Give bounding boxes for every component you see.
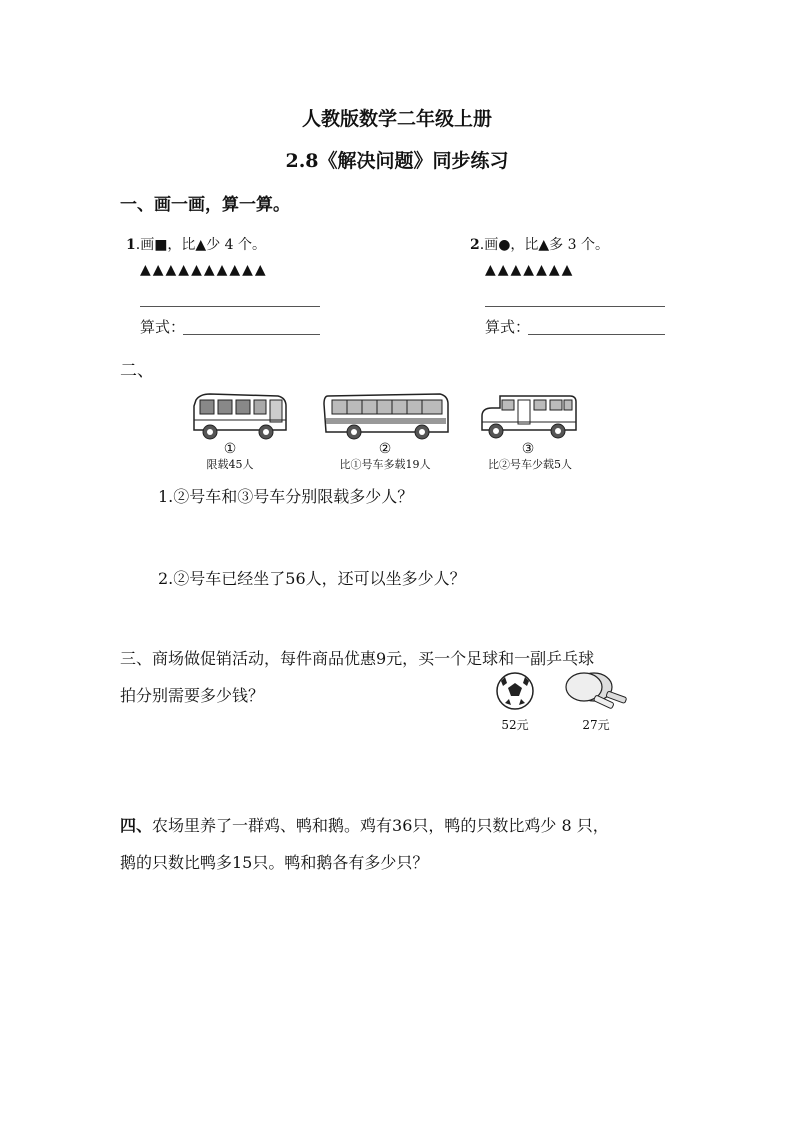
q1-number: 1 [126,237,136,253]
football-icon [495,671,535,711]
section1-heading: 一、画一画，算一算。 [120,195,290,215]
section4-text [120,807,700,881]
paddle-price: 27元 [582,718,610,732]
q1-text: .画■，比▲少 4 个。 [135,237,267,253]
section1-q1 [126,234,266,254]
section2-q2: 2.②号车已经坐了56人，还可以坐多少人？ [158,569,466,588]
section2-heading: 二、 [120,361,154,381]
q1-formula-line[interactable] [183,334,320,335]
q2-formula-label: 算式： [485,318,531,336]
q2-drawing-line[interactable] [485,306,665,307]
q2-text: .画●，比▲多 3 个。 [479,237,609,253]
page-subtitle: 2.8《解决问题》同步练习 [285,150,509,172]
section2-q1: 1.②号车和③号车分别限载多少人？ [158,487,414,506]
bus2-number: ② [378,441,392,457]
section4-line1 [120,807,700,844]
section4-line1-text: 四、农场里养了一群鸡、鸭和鹅。鸡有36只，鸭的只数比鸡少 8 只， [120,816,609,835]
q1-drawing-line[interactable] [140,306,320,307]
bus2-icon [322,392,450,442]
page-title: 人教版数学二年级上册 [301,108,492,130]
section4-line2: 鹅的只数比鸭多15只。鸭和鹅各有多少只？ [120,853,429,872]
bus1-caption: 限载45人 [206,458,254,471]
section3-line2: 拍分别需要多少钱？ [120,686,265,705]
bus3-icon [478,392,578,442]
bus3-number: ③ [521,441,535,457]
bus2-caption: 比①号车多载19人 [339,458,431,471]
q1-formula-label: 算式： [140,318,186,336]
bus1-icon [190,392,290,442]
q2-number: 2 [470,237,480,253]
q1-triangles: ▲▲▲▲▲▲▲▲▲▲ [140,262,268,278]
q2-formula-line[interactable] [528,334,665,335]
section1-q2 [470,234,609,254]
bus3-caption: 比②号车少载5人 [488,458,572,471]
ping-pong-paddles-icon [560,667,632,711]
bus1-number: ① [223,441,237,457]
q2-triangles: ▲▲▲▲▲▲▲ [485,262,575,278]
section3-line1: 三、商场做促销活动，每件商品优惠9元，买一个足球和一副乒乓球 [120,649,595,668]
football-price: 52元 [501,718,529,732]
